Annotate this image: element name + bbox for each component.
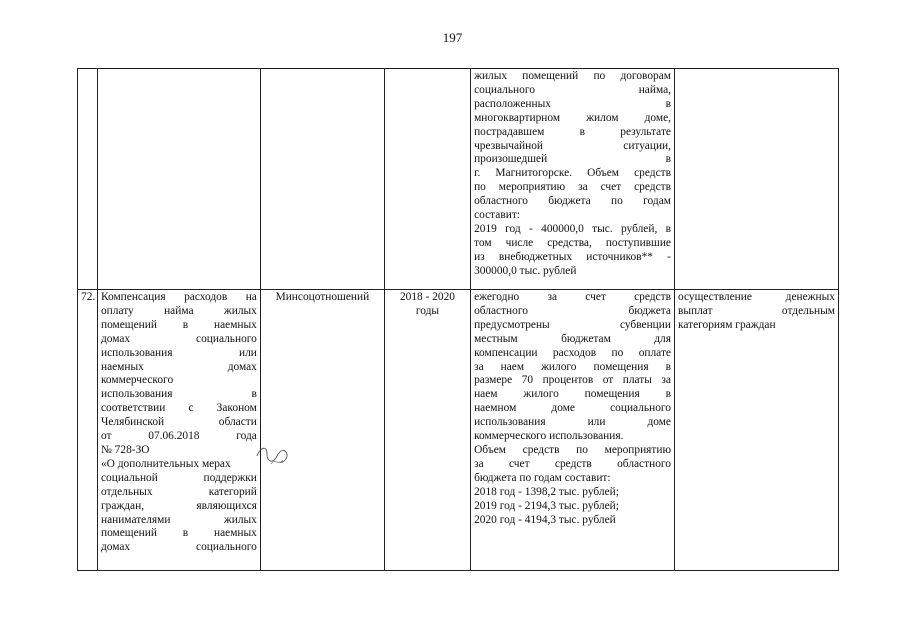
text-line: 300000,0 тыс. рублей [474,264,577,277]
text-line: ежегодно за счет средств [474,291,671,303]
text-line: нанимателями жилых [100,513,257,526]
description-cell [471,69,675,290]
text-line: категориям граждан [677,318,776,331]
text-line: от 07.06.2018 года [100,430,257,443]
text-line: использования или доме [474,416,671,429]
text-line: использования в [100,388,257,401]
result-cell [674,69,838,290]
text-line: наемном доме социального [474,402,671,415]
text-line: «О дополнительных мерах [100,457,231,470]
period-cell [384,69,470,290]
text-line: 2019 год - 400000,0 тыс. рублей, в [474,222,671,235]
text-line: № 728-ЗО [100,443,150,456]
text-line: 2018 год - 1398,2 тыс. рублей; [474,485,619,498]
text-line: коммерческого использования. [474,430,624,443]
text-line: за наем жилого помещения в [474,360,671,373]
text-line: г. Магнитогорске. Объем средств [474,167,671,180]
text-line: социальной поддержки [100,471,257,484]
text-line: жилых помещений по договорам [474,70,671,82]
text-line: многоквартирном жилом доме, [474,111,671,124]
period-cell [384,290,470,571]
table-row [78,69,839,290]
text-line: граждан, являющихся [100,499,257,512]
measure-name-cell [97,69,260,290]
result-cell [674,290,838,571]
executor-cell: Минсоцотношений [260,290,384,571]
text-line: областного бюджета по годам [474,195,671,208]
text-line: социального найма, [474,83,671,96]
text-line: пострадавшем в результате [474,125,671,138]
handwritten-mark [253,442,293,468]
text-line: оплату найма жилых [100,304,257,317]
text-line: 2019 год - 2194,3 тыс. рублей; [474,499,619,512]
text-line: областного бюджета [474,304,671,317]
text-line: домах социального [100,332,257,345]
description-cell [471,290,675,571]
text-line: наем жилого помещения в [474,388,671,401]
text-line: размере 70 процентов от платы за [474,374,671,387]
executor-cell [260,69,384,290]
text-line: составит: [474,209,520,222]
row-number-cell: 72. [78,290,98,571]
text-line: чрезвычайной ситуации, [474,139,671,152]
text-line: том числе средства, поступившие [474,236,671,249]
text-line: компенсации расходов по оплате [474,346,671,359]
text-line: предусмотрены субвенции [474,318,671,331]
text-line: произошедшей в [474,153,671,166]
text-line: Челябинской области [100,416,257,429]
measure-name-cell [97,290,260,571]
text-line: использования или [100,346,257,359]
text-line: расположенных в [474,97,671,110]
text-line: местным бюджетам для [474,332,671,345]
text-line: осуществление денежных [677,291,835,303]
period-text: 2018 - 2020 [399,291,456,303]
table-row [78,290,839,571]
text-line: Компенсация расходов на [100,291,257,303]
page-number: 197 [442,30,463,45]
row-number-cell [78,69,98,290]
period-text: годы [415,304,440,317]
text-line: 2020 год - 4194,3 тыс. рублей [474,513,616,526]
text-line: бюджета по годам составит: [474,471,611,484]
text-line: наемных домах [100,360,257,373]
text-line: помещений в наемных [100,318,257,331]
text-line: Объем средств по мероприятию [474,443,671,456]
text-line: по мероприятию за счет средств [474,181,671,194]
text-line: домах социального [100,541,257,554]
text-line: за счет средств областного [474,457,671,470]
text-line: помещений в наемных [100,527,257,540]
text-line: отдельных категорий [100,485,257,498]
text-line: из внебюджетных источников** - [474,250,671,263]
text-line: коммерческого [100,374,174,387]
program-table [77,68,839,571]
text-line: выплат отдельным [677,304,835,317]
text-line: соответствии с Законом [100,402,257,415]
